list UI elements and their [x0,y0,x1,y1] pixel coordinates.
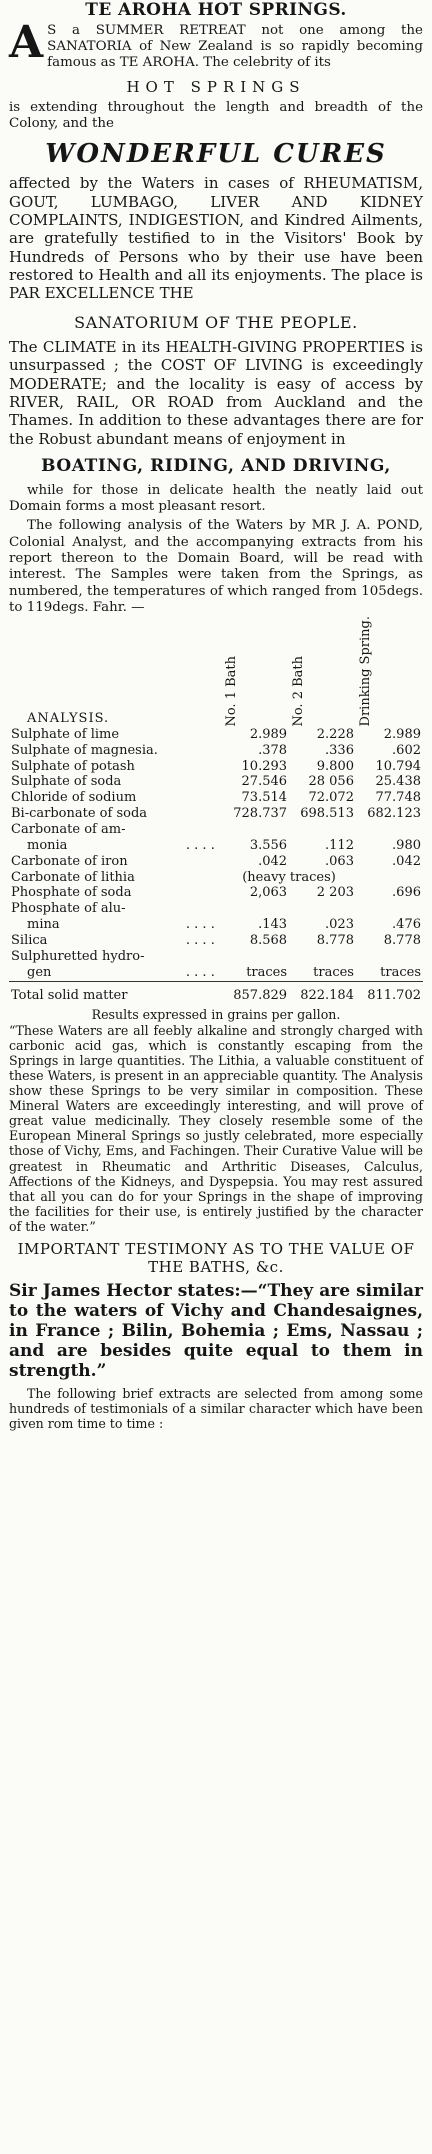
column-header: Drinking Spring. [357,616,373,727]
results-note: Results expressed in grains per gallon. [91,1007,341,1023]
row-label: Sulphate of potash [11,758,135,774]
row-value [222,949,289,965]
row-value: 8.778 [383,932,421,948]
row-label: Chloride of sodium [11,790,137,806]
extracts-paragraph: The following brief extracts are selected from among some hundreds of testimonials of a similar character which have been given rom time to time : [9,1385,423,1432]
row-value: 72.072 [308,790,354,806]
climate-paragraph: The CLIMATE in its HEALTH-GIVING PROPERTIES is unsurpassed ; the COST OF LIVING is exceedingly MODERATE; and the locality is easy of access by RIVER, RAIL, OR ROAD from Auckland and the Thames. In addition to these advantages there are for the Robust abundant means of enjoyment in [9,338,423,448]
row-label: Sulphuretted hydro- [11,948,145,964]
row-leader: . . . . [185,964,215,980]
row-value: 10.293 [241,758,288,774]
row-label: Sulphate of magnesia. [11,742,158,758]
ailments-paragraph: affected by the Waters in cases of RHEUMATISM, GOUT, LUMBAGO, LIVER AND KIDNEY COMPLAINTS, INDIGESTION, and Kindred Ailments, are gratefully testified to in the Visitors' Book by Hundreds of Persons who by their use have been restored to Health and all its enjoyments. The place is PAR EXCELLENCE THE [9,174,423,303]
row-value: .042 [392,853,421,869]
row-value [289,949,356,965]
row-value: 8.778 [316,932,354,948]
total-value: 822.184 [300,987,354,1003]
row-leader [184,949,222,965]
table-row [9,885,423,901]
row-leader [184,743,222,759]
table-row [9,774,423,790]
row-leader [184,901,222,917]
row-value: 77.748 [375,790,421,806]
sanatorium-heading: SANATORIUM OF THE PEOPLE. [74,312,358,332]
row-value: 3.556 [249,837,288,853]
intro-text: S a SUMMER RETREAT not one among the SANATORIA of New Zealand is so rapidly becoming famous as TE AROHA. The celebrity of its [47,22,423,71]
table-row [9,759,423,775]
row-label: Phosphate of alu- [11,901,126,917]
table-row [9,838,423,854]
total-value: 811.702 [367,987,421,1003]
row-value: 2.228 [316,726,354,742]
row-value [222,901,289,917]
table-row [9,790,423,806]
wonderful-cures-heading: WONDERFUL CURES [45,138,387,169]
row-label: Sulphate of soda [11,774,122,790]
row-leader [184,774,222,790]
table-row [9,949,423,965]
row-value: 2.989 [383,726,421,742]
row-leader [184,885,222,901]
table-row [9,933,423,949]
row-value: 9.800 [316,758,354,774]
row-value: traces [313,964,354,980]
row-value: .063 [325,853,354,869]
row-label: mina [27,917,60,933]
row-value [289,901,356,917]
row-leader: . . . . [185,932,215,948]
total-label: Total solid matter [11,987,128,1003]
row-value: 2.989 [249,726,288,742]
column-header: No. 2 Bath [291,656,307,727]
analysis-title: ANALYSIS. [27,710,110,726]
row-label: Sulphate of lime [11,726,120,742]
important-heading: IMPORTANT TESTIMONY AS TO THE VALUE OF THE BATHS, &c. [17,1240,415,1277]
row-value: 10.794 [375,758,421,774]
row-value: .336 [325,742,354,758]
total-value: 857.829 [233,987,288,1003]
row-label: monia [27,837,68,853]
row-leader: . . . . [185,917,215,933]
row-value: 2,063 [249,885,288,901]
row-leader [184,790,222,806]
row-leader [184,854,222,870]
table-row [9,822,423,838]
row-value: traces [246,964,288,980]
row-value: traces [380,964,421,980]
row-value [356,949,423,965]
row-value: 28 056 [308,774,354,790]
row-value: 8.568 [249,932,288,948]
row-value [356,870,423,886]
row-label: Bi-carbonate of soda [11,806,148,822]
row-value [222,822,289,838]
report-quote: “These Waters are all feebly alkaline and strongly charged with carbonic acid gas, which is constantly escaping from the Springs in large quantities. The Lithia, a valuable constituent of these Waters, is present in an appreciable quantity. The Analysis show these Springs to be very similar in composition. These Mineral Waters are exceedingly interesting, and will prove of great value medicinally. They closely resemble some of the European Mineral Springs so justly celebrated, more especially those of Vichy, Ems, and Fachingen. Their Curative Value will be greatest in Rheumatic and Arthritic Diseases, Calculus, Affections of the Kidneys, and Dyspepsia. You may rest assured that all you can do for your Springs in the shape of improving the facilities for their use, is entirely justified by the character of the water.” [9,1022,423,1234]
hector-statement: Sir James Hector states:—“They are similar to the waters of Vichy and Chandesaignes, in France ; Bilin, Bohemia ; Ems, Nassau ; and are besides quite equal to them in strength.” [9,1280,423,1381]
page-title: TE AROHA HOT SPRINGS. [85,0,347,20]
column-header: No. 1 Bath [224,656,240,727]
row-value: 27.546 [241,774,288,790]
row-value: 728.737 [233,806,288,822]
row-value: 682.123 [367,806,421,822]
row-value [289,822,356,838]
row-value: .602 [392,742,421,758]
boating-heading: BOATING, RIDING, AND DRIVING, [41,455,391,476]
table-row [9,743,423,759]
hot-springs-heading: HOT SPRINGS [126,77,306,96]
row-label: Carbonate of iron [11,853,128,869]
row-value: .476 [392,917,421,933]
table-row [9,806,423,822]
row-leader [184,822,222,838]
row-label: Carbonate of am- [11,821,126,837]
row-label: Carbonate of lithia [11,869,135,885]
analysis-table [9,616,423,1003]
row-label: Silica [11,932,48,948]
row-value: .696 [392,885,421,901]
table-row [9,870,423,886]
row-leader [184,870,222,886]
row-leader [184,727,222,743]
row-value [356,822,423,838]
row-value: .112 [325,837,354,853]
row-value: 25.438 [375,774,421,790]
row-value: .143 [258,917,288,933]
table-header-row [9,616,423,726]
row-leader: . . . . [185,837,215,853]
total-row [9,986,423,1004]
row-value: .023 [325,917,354,933]
table-row [9,727,423,743]
row-label: gen [27,964,52,980]
table-row [9,901,423,917]
table-row [9,917,423,933]
row-value: 2 203 [316,885,354,901]
row-value: (heavy traces) [242,869,336,885]
drop-cap: A [9,16,44,68]
delicate-paragraph: while for those in delicate health the neatly laid out Domain forms a most pleasant resort. [9,482,423,514]
row-value: 73.514 [241,790,288,806]
table-body [9,727,423,981]
row-value: .378 [258,742,288,758]
extending-text: is extending throughout the length and breadth of the Colony, and the [9,100,423,132]
row-leader [184,759,222,775]
row-value: 698.513 [300,806,354,822]
row-label: Phosphate of soda [11,885,132,901]
intro-paragraph [9,16,423,72]
row-value: .042 [258,853,288,869]
table-row [9,854,423,870]
row-value [356,901,423,917]
row-value: .980 [392,837,421,853]
analysis-intro: The following analysis of the Waters by MR J. A. POND, Colonial Analyst, and the accompanying extracts from his report thereon to the Domain Board, will be read with interest. The Samples were taken from the Springs, as numbered, the temperatures of which ranged from 105degs. to 119degs. Fahr. — [9,518,423,615]
row-leader [184,806,222,822]
table-row [9,965,423,981]
